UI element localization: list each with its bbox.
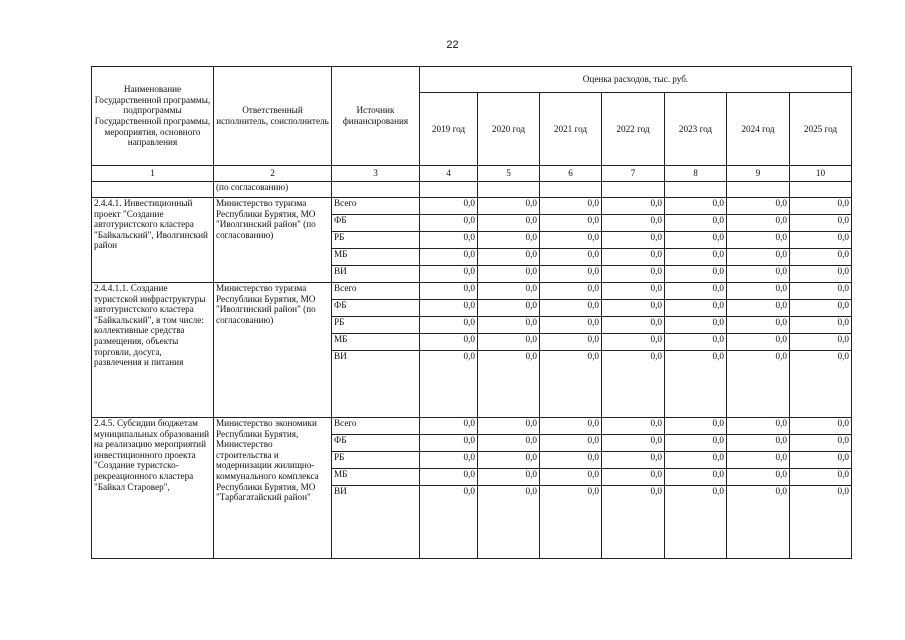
column-number: 9	[727, 166, 790, 182]
cost-value: 0,0	[727, 300, 790, 317]
cost-value: 0,0	[665, 486, 727, 559]
cost-value: 0,0	[665, 469, 727, 486]
column-number: 8	[665, 166, 727, 182]
column-number: 6	[540, 166, 602, 182]
header-year: 2019 год	[420, 93, 478, 166]
cost-value: 0,0	[727, 232, 790, 249]
cost-value: 0,0	[602, 435, 665, 452]
column-number-row	[92, 166, 852, 182]
cost-value: 0,0	[540, 334, 602, 351]
header-source: Источник финансирования	[332, 67, 420, 166]
cost-value: 0,0	[602, 469, 665, 486]
cost-value: 0,0	[602, 232, 665, 249]
cost-value: 0,0	[727, 317, 790, 334]
continuation-name	[92, 182, 214, 198]
cost-value: 0,0	[420, 266, 478, 283]
program-executor: Министерство туризма Республики Бурятия, МО "Иволгинский район" (по согласованию)	[214, 198, 332, 283]
header-year: 2022 год	[602, 93, 665, 166]
program-name: 2.4.4.1.1. Создание туристской инфраструктуры автотуристского кластера "Байкальский", в том числе: коллективные средства размещения, объекты торговли, досуга, развлечения и питания	[92, 283, 214, 418]
cost-value: 0,0	[665, 266, 727, 283]
cost-value: 0,0	[420, 317, 478, 334]
cost-value: 0,0	[540, 283, 602, 300]
cost-value: 0,0	[602, 486, 665, 559]
cost-value: 0,0	[665, 351, 727, 418]
header-year: 2025 год	[790, 93, 852, 166]
funding-source: МБ	[332, 249, 420, 266]
funding-source: Всего	[332, 283, 420, 300]
cost-value: 0,0	[478, 198, 540, 215]
cost-value: 0,0	[790, 198, 852, 215]
cost-value: 0,0	[540, 198, 602, 215]
cost-value: 0,0	[665, 317, 727, 334]
header-year: 2021 год	[540, 93, 602, 166]
cost-value: 0,0	[540, 435, 602, 452]
column-number: 5	[478, 166, 540, 182]
cost-value: 0,0	[478, 469, 540, 486]
cost-value: 0,0	[665, 215, 727, 232]
cost-value: 0,0	[727, 418, 790, 435]
cost-value: 0,0	[478, 452, 540, 469]
cost-value: 0,0	[665, 418, 727, 435]
column-number: 3	[332, 166, 420, 182]
cost-value: 0,0	[790, 469, 852, 486]
cost-value: 0,0	[790, 317, 852, 334]
cost-value: 0,0	[478, 283, 540, 300]
cost-value: 0,0	[540, 452, 602, 469]
header-name: Наименование Государственной программы, подпрограммы Государственной программы, мероприятия, основного направления	[92, 67, 214, 166]
page-number: 22	[446, 39, 459, 51]
cost-value: 0,0	[420, 452, 478, 469]
cost-value: 0,0	[478, 266, 540, 283]
budget-table	[91, 66, 852, 559]
funding-source: РБ	[332, 452, 420, 469]
cost-value: 0,0	[665, 435, 727, 452]
cost-value: 0,0	[420, 283, 478, 300]
cost-value: 0,0	[790, 232, 852, 249]
column-number: 4	[420, 166, 478, 182]
cost-value: 0,0	[540, 486, 602, 559]
cost-value: 0,0	[478, 351, 540, 418]
funding-source: Всего	[332, 198, 420, 215]
cost-value: 0,0	[478, 232, 540, 249]
cost-value: 0,0	[727, 266, 790, 283]
cost-value: 0,0	[540, 249, 602, 266]
cost-value: 0,0	[478, 317, 540, 334]
cost-value: 0,0	[727, 469, 790, 486]
cost-value: 0,0	[420, 215, 478, 232]
cost-value: 0,0	[727, 249, 790, 266]
funding-source: ФБ	[332, 300, 420, 317]
funding-source: ФБ	[332, 435, 420, 452]
column-number: 10	[790, 166, 852, 182]
cost-value: 0,0	[602, 334, 665, 351]
table-row	[92, 198, 852, 215]
cost-value: 0,0	[420, 249, 478, 266]
cost-value: 0,0	[727, 334, 790, 351]
program-name: 2.4.5. Субсидии бюджетам муниципальных образований на реализацию мероприятий инвестиционного проекта "Создание туристско-рекреационного кластера "Байкал Старовер",	[92, 418, 214, 559]
cost-value: 0,0	[727, 435, 790, 452]
cost-value: 0,0	[478, 486, 540, 559]
cost-value: 0,0	[727, 198, 790, 215]
cost-value: 0,0	[727, 283, 790, 300]
program-executor: Министерство туризма Республики Бурятия, МО "Иволгинский район" (по согласованию)	[214, 283, 332, 418]
cost-value: 0,0	[420, 334, 478, 351]
cost-value: 0,0	[420, 486, 478, 559]
column-number: 7	[602, 166, 665, 182]
header-year: 2020 год	[478, 93, 540, 166]
cost-value: 0,0	[602, 198, 665, 215]
funding-source: ФБ	[332, 215, 420, 232]
cost-value: 0,0	[420, 469, 478, 486]
cost-value: 0,0	[665, 283, 727, 300]
column-number: 1	[92, 166, 214, 182]
cost-value: 0,0	[420, 435, 478, 452]
cost-value: 0,0	[478, 215, 540, 232]
cost-value: 0,0	[478, 300, 540, 317]
cost-value: 0,0	[727, 486, 790, 559]
cost-value: 0,0	[790, 283, 852, 300]
continuation-row	[92, 182, 852, 198]
cost-value: 0,0	[790, 249, 852, 266]
cost-value: 0,0	[790, 435, 852, 452]
cost-value: 0,0	[790, 418, 852, 435]
cost-value: 0,0	[478, 418, 540, 435]
funding-source: ВИ	[332, 266, 420, 283]
funding-source: МБ	[332, 469, 420, 486]
table-body	[92, 182, 852, 559]
cost-value: 0,0	[790, 300, 852, 317]
cost-value: 0,0	[665, 334, 727, 351]
funding-source: ВИ	[332, 486, 420, 559]
cost-value: 0,0	[665, 232, 727, 249]
cost-value: 0,0	[420, 198, 478, 215]
cost-value: 0,0	[420, 351, 478, 418]
cost-value: 0,0	[602, 249, 665, 266]
cost-value: 0,0	[790, 452, 852, 469]
cost-value: 0,0	[478, 435, 540, 452]
funding-source: РБ	[332, 232, 420, 249]
cost-value: 0,0	[602, 300, 665, 317]
cost-value: 0,0	[540, 469, 602, 486]
cost-value: 0,0	[790, 266, 852, 283]
funding-source: ВИ	[332, 351, 420, 418]
table-row	[92, 418, 852, 435]
continuation-executor: (по согласованию)	[214, 182, 332, 198]
funding-source: РБ	[332, 317, 420, 334]
program-executor: Министерство экономики Республики Бурятия, Министерство строительства и модернизации жилищно-коммунального комплекса Республики Бурятия, МО "Тарбагатайский район"	[214, 418, 332, 559]
cost-value: 0,0	[478, 249, 540, 266]
cost-value: 0,0	[602, 452, 665, 469]
cost-value: 0,0	[790, 351, 852, 418]
cost-value: 0,0	[602, 266, 665, 283]
cost-value: 0,0	[540, 215, 602, 232]
cost-value: 0,0	[420, 300, 478, 317]
header-executor: Ответственный исполнитель, соисполнитель	[214, 67, 332, 166]
cost-value: 0,0	[602, 215, 665, 232]
cost-value: 0,0	[420, 232, 478, 249]
cost-value: 0,0	[790, 334, 852, 351]
cost-value: 0,0	[420, 418, 478, 435]
cost-value: 0,0	[727, 215, 790, 232]
table-header	[92, 67, 852, 182]
cost-value: 0,0	[540, 266, 602, 283]
cost-value: 0,0	[665, 198, 727, 215]
cost-value: 0,0	[727, 452, 790, 469]
funding-source: Всего	[332, 418, 420, 435]
cost-value: 0,0	[602, 418, 665, 435]
header-year: 2023 год	[665, 93, 727, 166]
cost-value: 0,0	[602, 317, 665, 334]
program-name: 2.4.4.1. Инвестиционный проект "Создание автотуристского кластера "Байкальский", Иволгинский район	[92, 198, 214, 283]
cost-value: 0,0	[790, 486, 852, 559]
funding-source: МБ	[332, 334, 420, 351]
cost-value: 0,0	[602, 351, 665, 418]
cost-value: 0,0	[540, 232, 602, 249]
header-costs: Оценка расходов, тыс. руб.	[420, 67, 852, 93]
cost-value: 0,0	[790, 215, 852, 232]
column-number: 2	[214, 166, 332, 182]
cost-value: 0,0	[602, 283, 665, 300]
cost-value: 0,0	[478, 334, 540, 351]
cost-value: 0,0	[540, 418, 602, 435]
cost-value: 0,0	[540, 300, 602, 317]
header-year: 2024 год	[727, 93, 790, 166]
cost-value: 0,0	[540, 317, 602, 334]
cost-value: 0,0	[665, 249, 727, 266]
table-row	[92, 283, 852, 300]
cost-value: 0,0	[727, 351, 790, 418]
cost-value: 0,0	[665, 300, 727, 317]
cost-value: 0,0	[540, 351, 602, 418]
cost-value: 0,0	[665, 452, 727, 469]
